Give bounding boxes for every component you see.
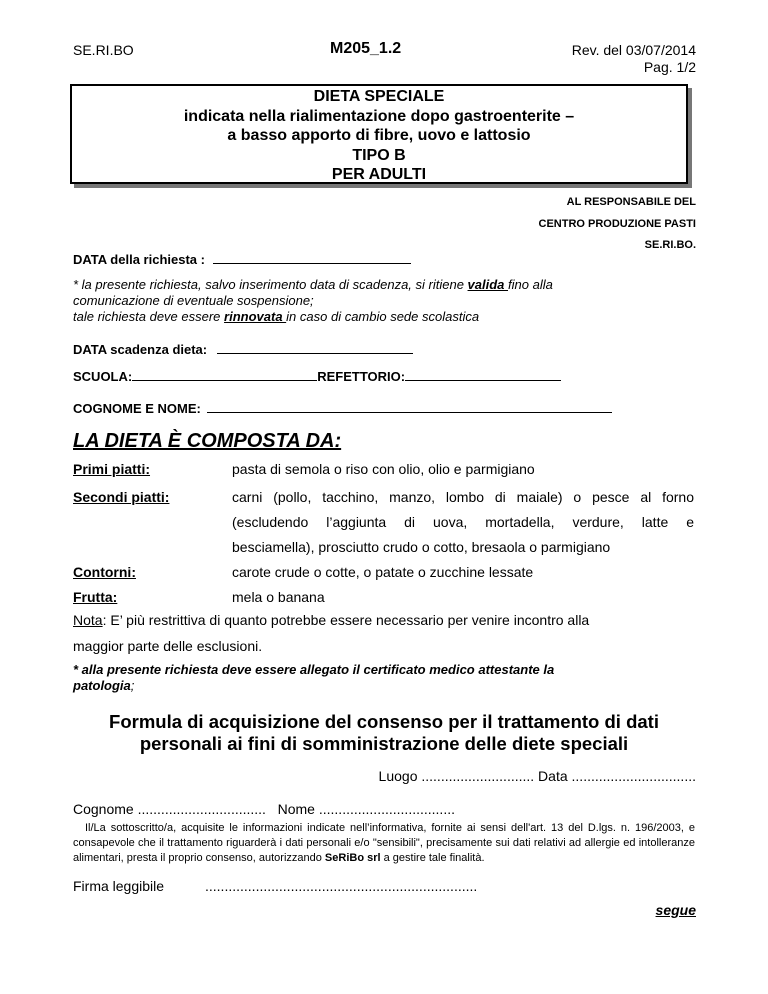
title-line-4: TIPO B [352, 146, 406, 164]
signature-label: Firma leggibile [73, 878, 165, 894]
note-line-2: maggior parte delle esclusioni. [73, 638, 263, 654]
validity-note-text-2: fino alla [508, 277, 553, 292]
revision-date: Rev. del 03/07/2014 [571, 42, 696, 58]
recipient-block [539, 192, 696, 257]
renewal-note-text: tale richiesta deve essere [73, 309, 225, 324]
validity-keyword: valida [467, 277, 509, 292]
side-dish-label: Contorni: [73, 564, 136, 580]
consent-title-line-2: personali ai fini di somministrazione delle diete speciali [139, 733, 629, 754]
certificate-line-1: * alla presente richiesta deve essere allegato il certificato medico attestante la [73, 662, 555, 677]
note-label: Nota [73, 612, 103, 628]
expiry-date-field[interactable] [217, 341, 413, 354]
school-field[interactable] [132, 368, 317, 381]
page-number: Pag. 1/2 [643, 59, 696, 75]
validity-note-text: * la presente richiesta, salvo inserimento data di scadenza, si ritiene [73, 277, 468, 292]
note-text: : E’ più restrittiva di quanto potrebbe essere necessario per venire incontro alla [102, 612, 590, 628]
request-date-label: DATA della richiesta : [73, 252, 205, 267]
fruit-value: mela o banana [232, 589, 325, 605]
request-date-field[interactable] [213, 251, 411, 264]
renewal-note-text-2: in caso di cambio sede scolastica [286, 309, 480, 324]
certificate-end: ; [130, 678, 135, 693]
name-label: COGNOME E NOME: [73, 401, 201, 416]
first-course-label: Primi piatti: [73, 461, 151, 477]
title-line-1: DIETA SPECIALE [313, 88, 445, 105]
title-line-2: indicata nella rialimentazione dopo gastroenterite – [183, 107, 575, 125]
second-course-label: Secondi piatti: [73, 489, 170, 505]
renewal-keyword: rinnovata [224, 309, 287, 324]
name-field[interactable] [207, 400, 612, 413]
school-label: SCUOLA: [73, 369, 133, 384]
signature-field[interactable]: ...................................................................... [205, 878, 478, 894]
diet-heading: LA DIETA È COMPOSTA DA: [73, 430, 342, 452]
title-box [70, 84, 688, 184]
document-code: M205_1.2 [330, 40, 402, 57]
recipient-line-3: SE.RI.BO. [644, 239, 696, 251]
continues-label: segue [655, 902, 696, 918]
title-line-5: PER ADULTI [331, 166, 427, 183]
revision-info [572, 42, 696, 76]
expiry-date-label: DATA scadenza dieta: [73, 342, 208, 357]
second-course-value-1: carni (pollo, tacchino, manzo, lombo di maiale) o pesce al forno [232, 489, 694, 505]
school-row [73, 368, 561, 384]
recipient-line-2: CENTRO PRODUZIONE PASTI [538, 217, 696, 230]
fruit-label: Frutta: [73, 589, 118, 605]
privacy-text-2: a gestire tale finalità. [380, 852, 485, 864]
first-course-value: pasta di semola o riso con olio, olio e parmigiano [232, 461, 535, 477]
consent-title-line-1: Formula di acquisizione del consenso per il trattamento di dati [109, 711, 659, 732]
place-date-row: Luogo ............................. Data ................................ [378, 768, 696, 784]
org-name: SE.RI.BO [73, 42, 134, 58]
privacy-company: SeRiBo srl [324, 852, 381, 864]
validity-note [73, 277, 693, 325]
certificate-note [73, 662, 554, 694]
note-line-1 [73, 612, 589, 628]
expiry-date-row [73, 341, 413, 357]
validity-note-line-2: comunicazione di eventuale sospensione; [73, 293, 314, 308]
surname-name-row: Cognome ................................. Nome ................................... [73, 801, 455, 817]
request-date-row [73, 251, 411, 267]
title-line-3: a basso apporto di fibre, uovo e lattosio [227, 127, 531, 144]
consent-title [0, 711, 768, 755]
side-dish-value: carote crude o cotte, o patate o zucchine lessate [232, 564, 534, 580]
privacy-consent-text [73, 821, 695, 866]
privacy-text-1: Il/La sottoscritto/a, acquisite le informazioni indicate nell’informativa, fornite ai sensi dell'art. 13 del D.lgs. n. 196/2003, e consapevole che il trattamento riguarderà i dati personali e/o "sensibili", precisamente sui dati relativi ad allergie ed intolleranze alimentari, presta il proprio consenso, autorizzando [73, 822, 695, 864]
name-row [73, 400, 612, 416]
certificate-line-2: patologia [73, 678, 131, 693]
refectory-field[interactable] [405, 368, 561, 381]
refectory-label: REFETTORIO: [317, 369, 406, 384]
second-course-value-2: (escludendo l’aggiunta di uova, mortadella, verdure, latte e [232, 514, 694, 530]
recipient-line-1: AL RESPONSABILE DEL [566, 196, 696, 208]
second-course-value-3: besciamella), prosciutto crudo o cotto, bresaola o parmigiano [232, 539, 611, 555]
